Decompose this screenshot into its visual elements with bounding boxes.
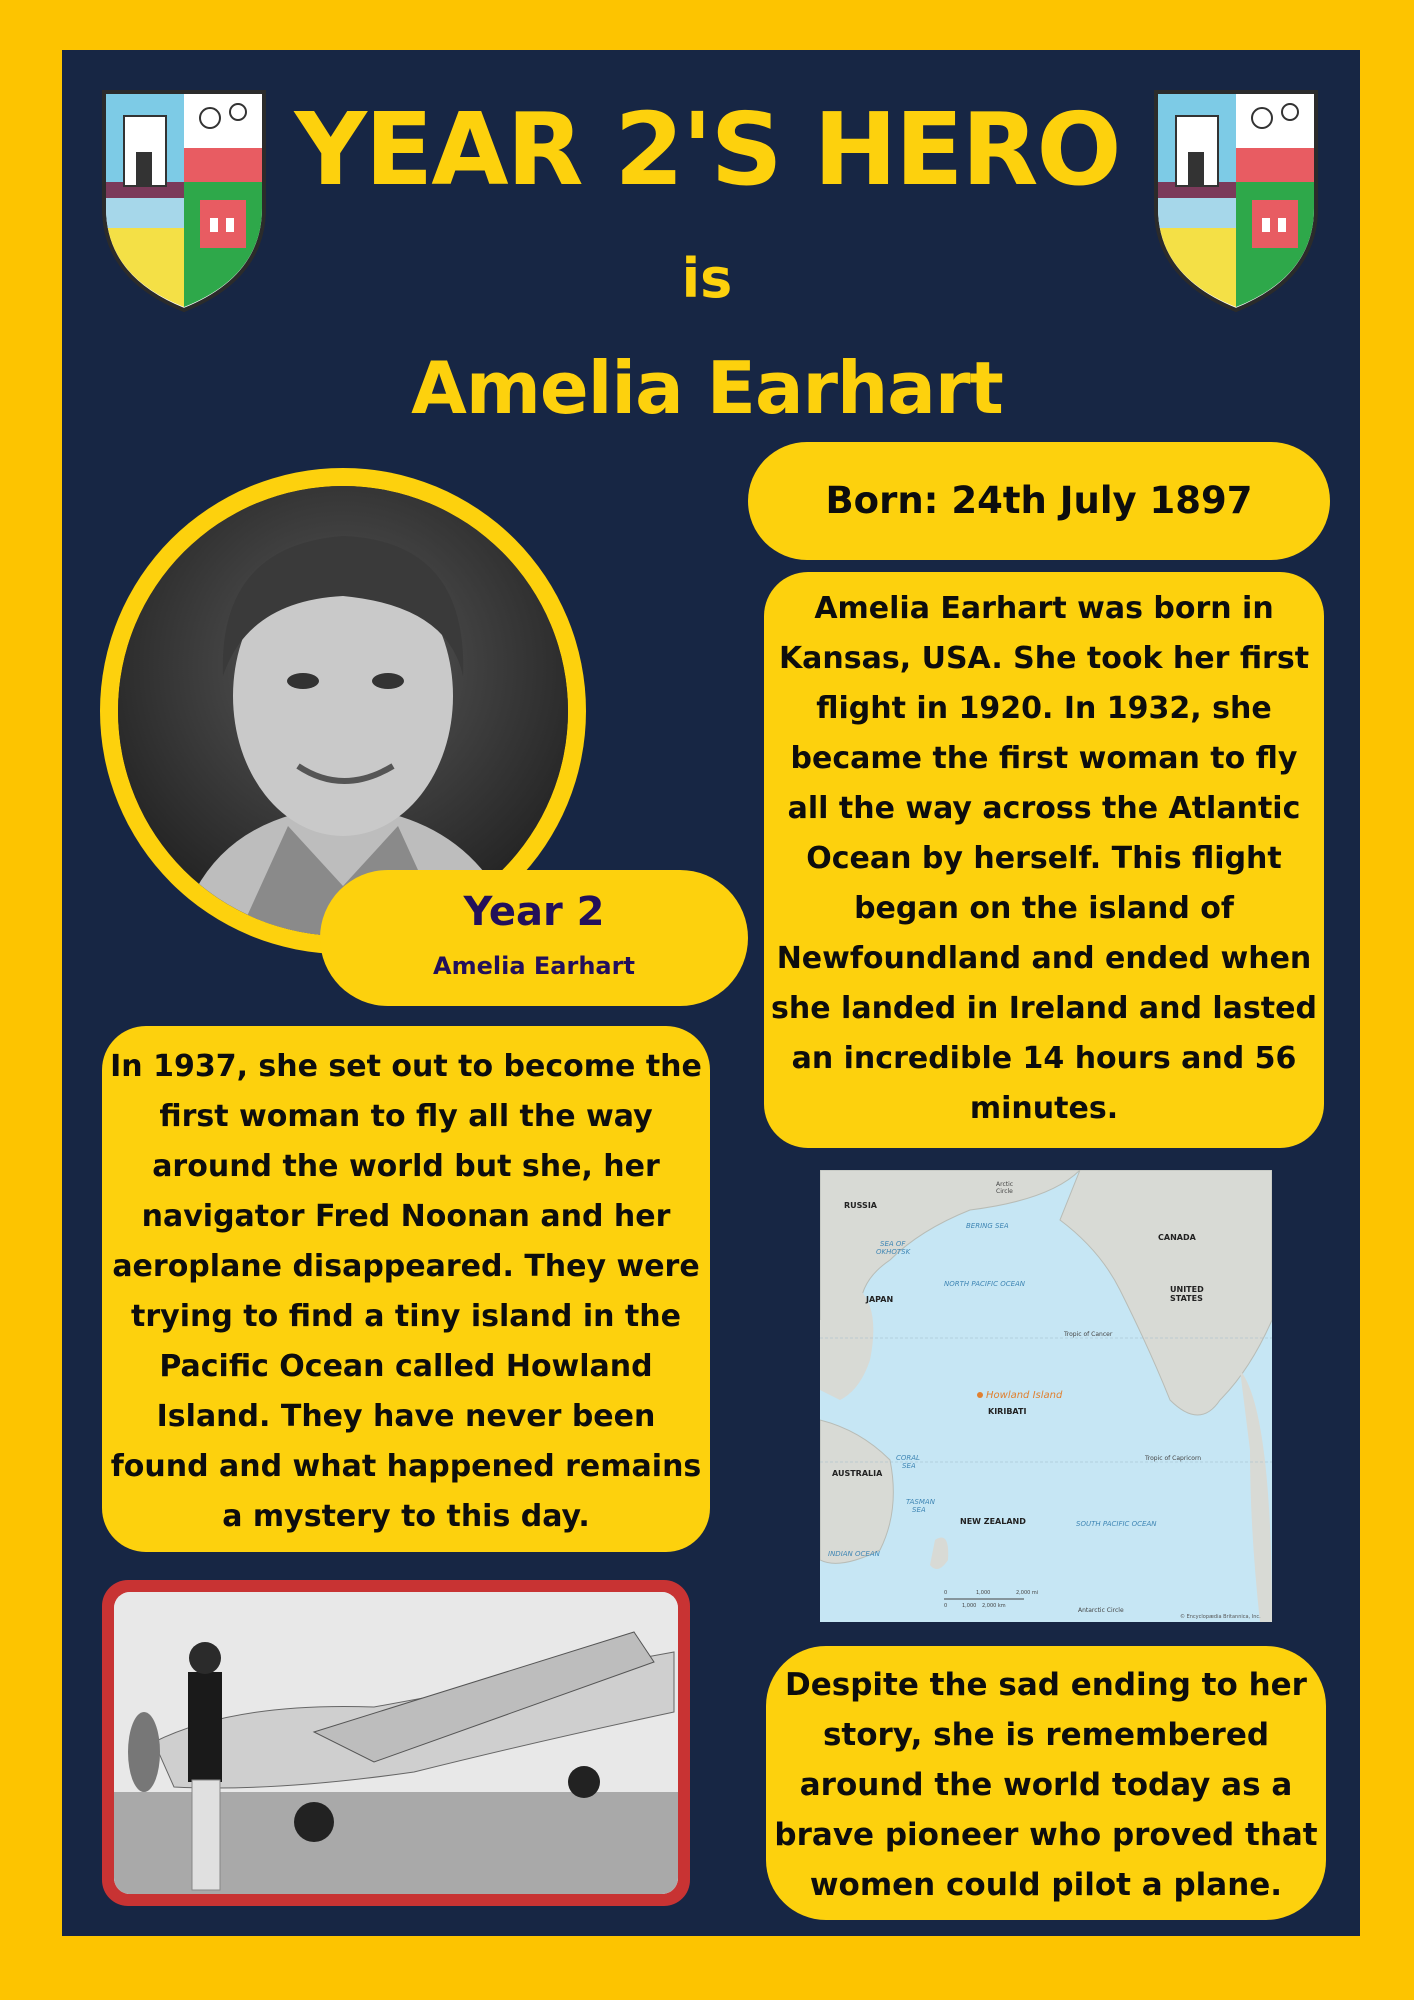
map-label-arctic-circle: Arctic [996,1181,1014,1188]
map-label-new-zealand: NEW ZEALAND [960,1517,1026,1526]
map-label-arctic-circle: Circle [996,1188,1013,1195]
map-scale-mi-1: 1,000 [976,1590,991,1596]
early-life-panel: Amelia Earhart was born in Kansas, USA. She took her first flight in 1920. In 1932, she became the first woman to fly all the way across the Atlantic Ocean by herself. This flight began on the island of Newfoundland and ended when she landed in Ireland and lasted an incredible 14 hours and 56 minutes. [764,572,1324,1148]
map-label-tasman-sea: TASMAN [906,1498,935,1506]
map-label-indian-ocean: INDIAN OCEAN [828,1550,880,1558]
map-scale-mi-0: 0 [944,1590,948,1596]
map-label-south-pacific: SOUTH PACIFIC OCEAN [1076,1520,1157,1528]
map-label-antarctic-circle: Antarctic Circle [1078,1607,1124,1614]
name-badge [320,870,748,1006]
map-label-tropic-capricorn: Tropic of Capricorn [1145,1455,1202,1462]
born-date-panel: Born: 24th July 1897 [748,442,1330,560]
legacy-panel: Despite the sad ending to her story, she is remembered around the world today as a brave pioneer who proved that women could pilot a plane. [766,1646,1326,1920]
name-badge-year: Year 2 [463,889,605,935]
map-label-kiribati: KIRIBATI [988,1407,1027,1416]
map-label-tropic-cancer: Tropic of Cancer [1064,1331,1113,1338]
map-label-coral-sea: CORAL [896,1454,920,1462]
amelia-portrait-photo [118,486,568,936]
map-label-bering-sea: BERING SEA [966,1222,1009,1230]
map-scale-km-1: 1,000 [962,1603,977,1609]
disappearance-panel: In 1937, she set out to become the first woman to fly all the way around the world but she, her navigator Fred Noonan and her aeroplane disappeared. They were trying to find a tiny island in the Pacific Ocean called Howland Island. They have never been found and what happened remains a mystery to this day. [102,1026,710,1552]
map-scale-mi-2: 2,000 mi [1016,1590,1039,1596]
map-label-canada: CANADA [1158,1233,1196,1242]
map-label-russia: RUSSIA [844,1201,877,1210]
map-scale-km-0: 0 [944,1603,948,1609]
map-label-united-states: STATES [1170,1294,1203,1303]
map-label-sea-of-okhotsk: SEA OF [880,1240,906,1248]
hero-name-heading: Amelia Earhart [411,346,1003,430]
map-scale-km-2: 2,000 km [982,1603,1006,1609]
map-credit: © Encyclopædia Britannica, Inc. [1180,1614,1261,1620]
map-label-japan: JAPAN [866,1295,894,1304]
name-badge-name: Amelia Earhart [433,952,635,980]
map-label-tasman-sea: SEA [912,1506,926,1514]
poster-title: YEAR 2'S HERO [294,91,1120,208]
map-label-sea-of-okhotsk: OKHOTSK [876,1248,911,1256]
map-label-coral-sea: SEA [902,1462,916,1470]
poster-title-connector: is [681,247,733,310]
map-label-united-states: UNITED [1170,1285,1204,1294]
map-label-australia: AUSTRALIA [832,1469,883,1478]
pacific-ocean-map [820,1170,1272,1622]
map-label-north-pacific: NORTH PACIFIC OCEAN [944,1280,1026,1288]
amelia-with-plane-photo [114,1592,678,1894]
map-label-howland-island: Howland Island [986,1390,1063,1401]
plane-photo-frame [102,1580,690,1906]
